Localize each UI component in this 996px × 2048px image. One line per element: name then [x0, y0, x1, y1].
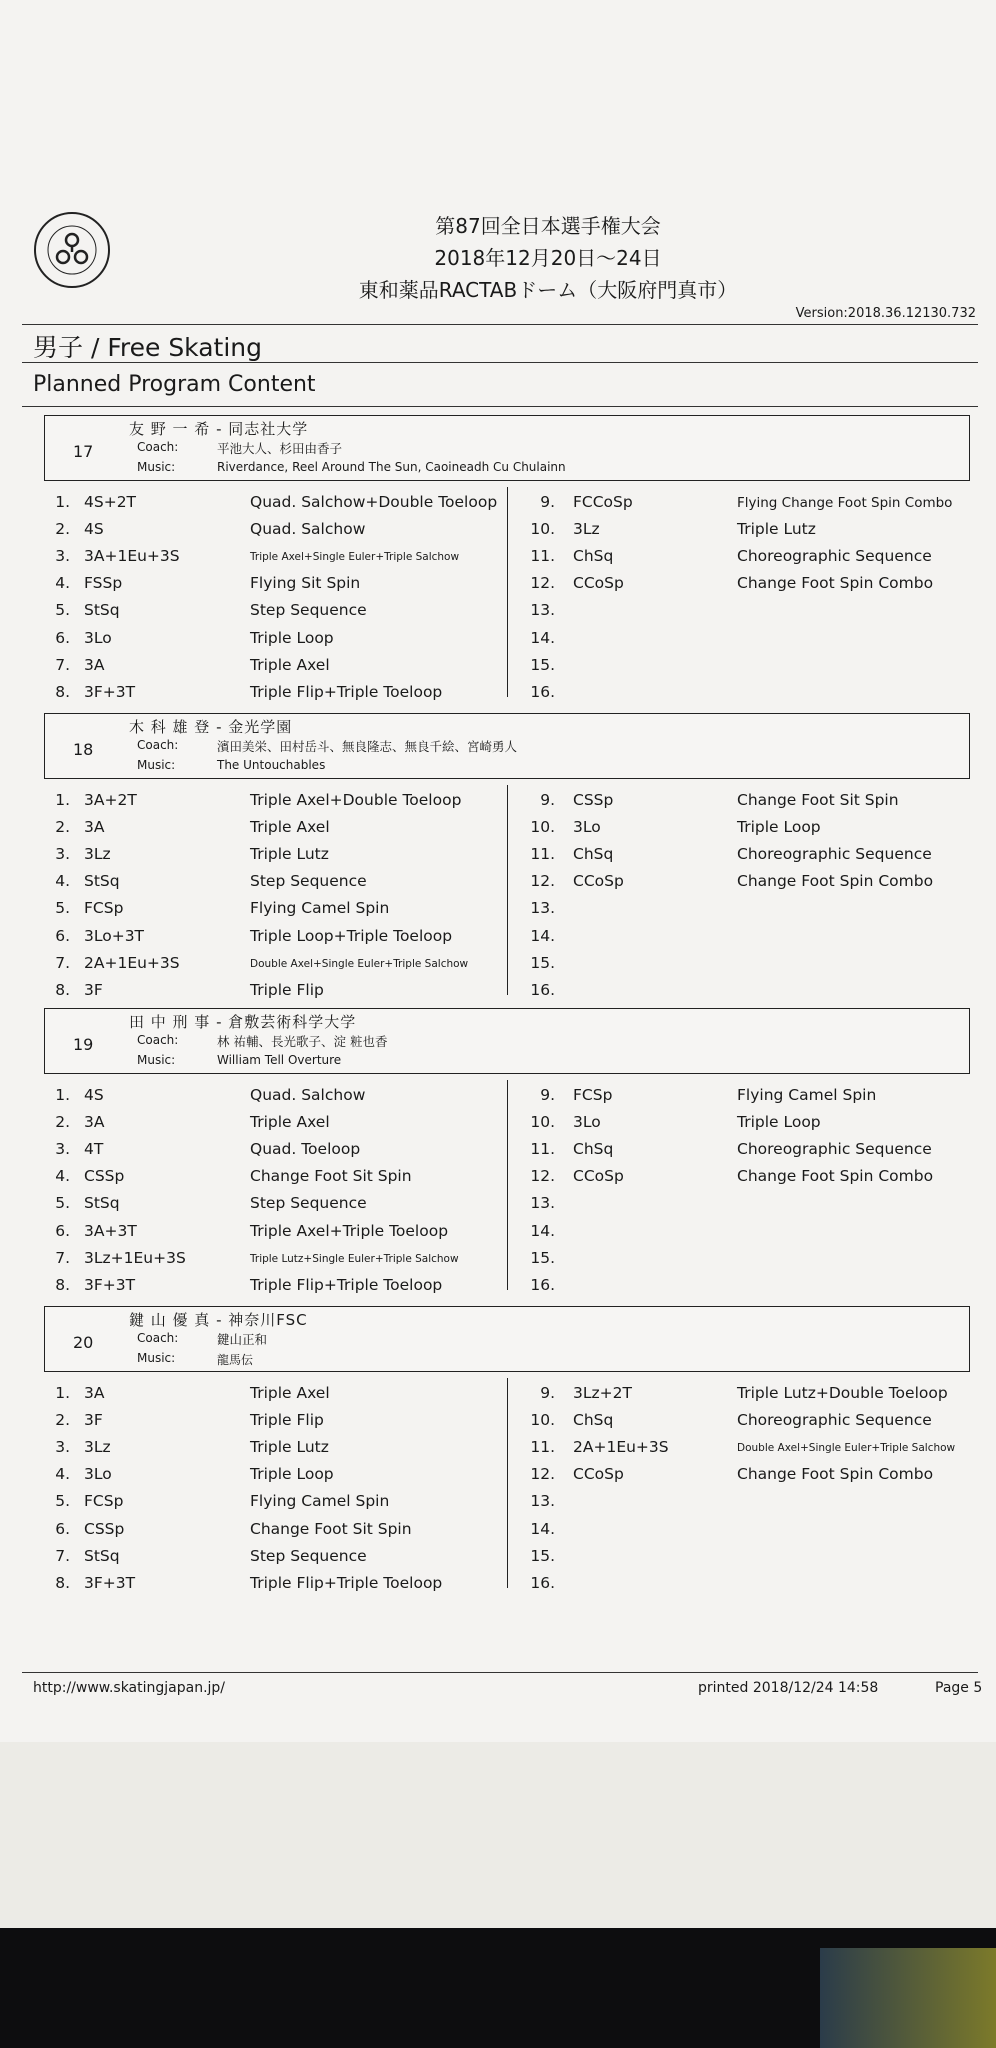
element-number: 6. — [55, 628, 70, 647]
element-description: Triple Flip+Triple Toeloop — [250, 682, 443, 701]
element-number: 4. — [55, 1167, 70, 1186]
element-code: CSSp — [573, 791, 614, 809]
element-code: 3Lo — [84, 1465, 112, 1484]
element-code: 3F — [84, 1411, 103, 1430]
element-code: ChSq — [573, 845, 614, 864]
element-code: 3Lz — [573, 520, 600, 539]
element-description: Triple Axel — [250, 1384, 330, 1402]
element-code: CCoSp — [573, 872, 624, 891]
element-code: StSq — [84, 1194, 120, 1213]
element-description: Triple Loop — [250, 628, 334, 647]
element-description: Quad. Toeloop — [250, 1140, 361, 1159]
element-number: 11. — [530, 1140, 555, 1159]
element-code: 3A — [84, 1113, 105, 1132]
start-number: 20 — [73, 1333, 94, 1352]
element-code: 4S — [84, 520, 104, 539]
element-number: 6. — [55, 1221, 70, 1240]
element-description: Change Foot Spin Combo — [737, 872, 934, 891]
coach-value: 鍵山正和 — [217, 1332, 268, 1347]
element-number: 7. — [55, 1248, 70, 1267]
element-number: 6. — [55, 1519, 70, 1538]
element-number: 1. — [55, 791, 70, 809]
element-description: Quad. Salchow — [250, 520, 366, 539]
element-description: Step Sequence — [250, 1546, 367, 1565]
element-number: 13. — [530, 899, 555, 918]
colored-object — [820, 1948, 996, 2048]
element-code: FCSp — [573, 1086, 613, 1104]
element-table — [0, 487, 996, 707]
element-number: 16. — [530, 682, 555, 701]
element-description: Triple Flip+Triple Toeloop — [250, 1573, 443, 1592]
element-number: 5. — [55, 1492, 70, 1511]
element-description: Step Sequence — [250, 1194, 367, 1213]
element-number: 13. — [530, 1194, 555, 1213]
element-code: 3A+3T — [84, 1221, 137, 1240]
element-code: 3Lo — [84, 628, 112, 647]
element-description: Change Foot Sit Spin — [737, 791, 899, 809]
element-description: Quad. Salchow+Double Toeloop — [250, 493, 498, 511]
element-description: Triple Loop — [250, 1465, 334, 1484]
element-description: Triple Flip — [250, 1411, 324, 1430]
element-code: StSq — [84, 1546, 120, 1565]
element-number: 3. — [55, 547, 70, 566]
element-number: 13. — [530, 1492, 555, 1511]
element-code: 3F+3T — [84, 1573, 136, 1592]
element-number: 9. — [540, 1384, 555, 1402]
element-description: Triple Lutz — [250, 845, 329, 864]
element-number: 16. — [530, 980, 555, 999]
column-divider — [507, 1080, 508, 1290]
element-number: 10. — [530, 520, 555, 539]
element-code: 3Lo — [573, 1113, 601, 1132]
music-label: Music: — [137, 460, 176, 474]
music-value: The Untouchables — [217, 758, 326, 772]
event-venue: 東和薬品RACTABドーム（大阪府門真市） — [358, 278, 738, 302]
element-description: Triple Axel+Single Euler+Triple Salchow — [250, 551, 460, 564]
element-description: Triple Axel — [250, 818, 330, 837]
element-number: 7. — [55, 1546, 70, 1565]
element-number: 2. — [55, 1411, 70, 1430]
music-value: 龍馬伝 — [217, 1353, 254, 1367]
element-number: 4. — [55, 872, 70, 891]
coach-value: 林 祐輔、長光歌子、淀 粧也香 — [217, 1034, 388, 1049]
element-description: Change Foot Spin Combo — [737, 574, 934, 593]
element-description: Flying Camel Spin — [737, 1086, 877, 1104]
element-number: 11. — [530, 1438, 555, 1457]
element-number: 15. — [530, 953, 555, 972]
divider — [22, 324, 978, 325]
element-number: 5. — [55, 899, 70, 918]
element-number: 16. — [530, 1275, 555, 1294]
coach-label: Coach: — [137, 440, 179, 454]
element-code: 3A+1Eu+3S — [84, 547, 180, 566]
element-code: CCoSp — [573, 1167, 624, 1186]
version-label: Version:2018.36.12130.732 — [795, 306, 976, 321]
element-number: 2. — [55, 1113, 70, 1132]
element-description: Change Foot Spin Combo — [737, 1167, 934, 1186]
skater-header — [44, 415, 970, 481]
element-code: 3A — [84, 818, 105, 837]
element-description: Triple Loop — [737, 818, 821, 837]
column-divider — [507, 487, 508, 697]
element-number: 7. — [55, 953, 70, 972]
element-number: 14. — [530, 628, 555, 647]
element-description: Change Foot Sit Spin — [250, 1519, 412, 1538]
skater-name: 友 野 一 希 - 同志社大学 — [129, 420, 309, 438]
element-number: 15. — [530, 1546, 555, 1565]
element-number: 9. — [540, 1086, 555, 1104]
element-description: Triple Lutz — [250, 1438, 329, 1457]
element-description: Flying Camel Spin — [250, 899, 390, 918]
element-description: Triple Flip+Triple Toeloop — [250, 1275, 443, 1294]
element-code: 4T — [84, 1140, 104, 1159]
element-description: Step Sequence — [250, 601, 367, 620]
element-number: 16. — [530, 1573, 555, 1592]
element-code: 2A+1Eu+3S — [84, 953, 180, 972]
start-number: 18 — [73, 740, 94, 759]
divider — [22, 362, 978, 363]
element-code: StSq — [84, 872, 120, 891]
element-description: Triple Axel — [250, 655, 330, 674]
element-code: 3A — [84, 655, 105, 674]
element-number: 3. — [55, 1438, 70, 1457]
skater-name: 田 中 刑 事 - 倉敷芸術科学大学 — [129, 1013, 357, 1031]
element-code: 3Lz+2T — [573, 1384, 632, 1402]
element-code: StSq — [84, 601, 120, 620]
element-number: 7. — [55, 655, 70, 674]
coach-value: 濱田美栄、田村岳斗、無良隆志、無良千絵、宮崎勇人 — [217, 739, 518, 754]
skater-header — [44, 1306, 970, 1372]
element-description: Triple Lutz — [737, 520, 816, 539]
element-number: 15. — [530, 1248, 555, 1267]
element-number: 11. — [530, 547, 555, 566]
element-code: 3Lo+3T — [84, 926, 145, 945]
element-code: 4S — [84, 1086, 104, 1104]
coach-value: 平池大人、杉田由香子 — [217, 441, 343, 456]
element-code: 3A+2T — [84, 791, 137, 809]
element-code: ChSq — [573, 547, 614, 566]
element-number: 13. — [530, 601, 555, 620]
divider — [22, 406, 978, 407]
element-code: 3Lz+1Eu+3S — [84, 1248, 186, 1267]
skater-name: 木 科 雄 登 - 金光学園 — [129, 718, 293, 736]
element-description: Triple Axel+Triple Toeloop — [250, 1221, 449, 1240]
element-code: FCCoSp — [573, 493, 633, 511]
element-description: Flying Sit Spin — [250, 574, 361, 593]
section-title: Planned Program Content — [33, 372, 316, 397]
footer-printed: printed 2018/12/24 14:58 — [698, 1680, 879, 1696]
element-code: 3Lz — [84, 845, 111, 864]
element-description: Double Axel+Single Euler+Triple Salchow — [737, 1442, 956, 1455]
element-description: Flying Change Foot Spin Combo — [737, 495, 953, 511]
element-code: 3Lo — [573, 818, 601, 837]
element-code: CSSp — [84, 1519, 125, 1538]
column-divider — [507, 785, 508, 995]
element-number: 5. — [55, 1194, 70, 1213]
element-number: 10. — [530, 1411, 555, 1430]
element-number: 10. — [530, 818, 555, 837]
element-code: 3F+3T — [84, 682, 136, 701]
element-number: 6. — [55, 926, 70, 945]
element-description: Triple Loop+Triple Toeloop — [250, 926, 453, 945]
element-number: 5. — [55, 601, 70, 620]
start-number: 19 — [73, 1035, 94, 1054]
event-title: 第87回全日本選手権大会 — [435, 214, 661, 238]
coach-label: Coach: — [137, 738, 179, 752]
element-number: 4. — [55, 574, 70, 593]
element-number: 2. — [55, 520, 70, 539]
element-description: Triple Lutz+Single Euler+Triple Salchow — [250, 1252, 459, 1265]
element-code: CCoSp — [573, 574, 624, 593]
element-number: 10. — [530, 1113, 555, 1132]
element-description: Triple Lutz+Double Toeloop — [737, 1384, 948, 1402]
element-code: 4S+2T — [84, 493, 137, 511]
element-code: CSSp — [84, 1167, 125, 1186]
element-number: 14. — [530, 926, 555, 945]
element-number: 1. — [55, 1384, 70, 1402]
element-number: 8. — [55, 1275, 70, 1294]
element-description: Triple Loop — [737, 1113, 821, 1132]
skater-header — [44, 713, 970, 779]
footer-page: Page 5 — [935, 1680, 983, 1696]
skater-name: 鍵 山 優 真 - 神奈川FSC — [129, 1311, 308, 1329]
element-number: 2. — [55, 818, 70, 837]
element-code: 3F — [84, 980, 103, 999]
skater-header — [44, 1008, 970, 1074]
element-number: 12. — [530, 574, 555, 593]
element-description: Triple Flip — [250, 980, 324, 999]
coach-label: Coach: — [137, 1331, 179, 1345]
element-description: Choreographic Sequence — [737, 1140, 932, 1159]
element-number: 12. — [530, 872, 555, 891]
element-description: Choreographic Sequence — [737, 845, 932, 864]
coach-label: Coach: — [137, 1033, 179, 1047]
element-description: Change Foot Spin Combo — [737, 1465, 934, 1484]
element-code: 3A — [84, 1384, 105, 1402]
element-number: 1. — [55, 493, 70, 511]
music-label: Music: — [137, 1053, 176, 1067]
element-number: 11. — [530, 845, 555, 864]
element-number: 4. — [55, 1465, 70, 1484]
page-title: 男子 / Free Skating — [33, 333, 263, 362]
element-number: 8. — [55, 1573, 70, 1592]
element-table — [0, 1378, 996, 1598]
footer-url[interactable]: http://www.skatingjapan.jp/ — [33, 1680, 226, 1696]
event-dates: 2018年12月20日～24日 — [434, 246, 662, 270]
element-code: ChSq — [573, 1411, 614, 1430]
element-description: Change Foot Sit Spin — [250, 1167, 412, 1186]
dark-background — [0, 1928, 996, 2048]
element-number: 3. — [55, 845, 70, 864]
element-number: 3. — [55, 1140, 70, 1159]
element-description: Choreographic Sequence — [737, 547, 932, 566]
element-number: 1. — [55, 1086, 70, 1104]
music-value: William Tell Overture — [217, 1053, 342, 1067]
element-code: 3F+3T — [84, 1275, 136, 1294]
element-number: 8. — [55, 980, 70, 999]
element-number: 15. — [530, 655, 555, 674]
element-number: 9. — [540, 791, 555, 809]
music-label: Music: — [137, 1351, 176, 1365]
element-description: Step Sequence — [250, 872, 367, 891]
element-description: Choreographic Sequence — [737, 1411, 932, 1430]
element-number: 14. — [530, 1221, 555, 1240]
element-table — [0, 1080, 996, 1300]
element-code: CCoSp — [573, 1465, 624, 1484]
element-description: Triple Axel+Double Toeloop — [250, 791, 462, 809]
element-code: 2A+1Eu+3S — [573, 1438, 669, 1457]
column-divider — [507, 1378, 508, 1588]
footer-divider — [22, 1672, 978, 1673]
music-value: Riverdance, Reel Around The Sun, Caoineadh Cu Chulainn — [217, 460, 566, 474]
element-code: ChSq — [573, 1140, 614, 1159]
background-surface — [0, 1742, 996, 1928]
element-number: 9. — [540, 493, 555, 511]
element-description: Triple Axel — [250, 1113, 330, 1132]
element-code: FCSp — [84, 1492, 124, 1511]
element-description: Double Axel+Single Euler+Triple Salchow — [250, 957, 469, 970]
element-code: FSSp — [84, 574, 123, 593]
element-code: FCSp — [84, 899, 124, 918]
element-description: Flying Camel Spin — [250, 1492, 390, 1511]
element-number: 8. — [55, 682, 70, 701]
start-number: 17 — [73, 442, 94, 461]
element-code: 3Lz — [84, 1438, 111, 1457]
music-label: Music: — [137, 758, 176, 772]
element-number: 14. — [530, 1519, 555, 1538]
element-table — [0, 785, 996, 1005]
element-number: 12. — [530, 1465, 555, 1484]
element-number: 12. — [530, 1167, 555, 1186]
element-description: Quad. Salchow — [250, 1086, 366, 1104]
